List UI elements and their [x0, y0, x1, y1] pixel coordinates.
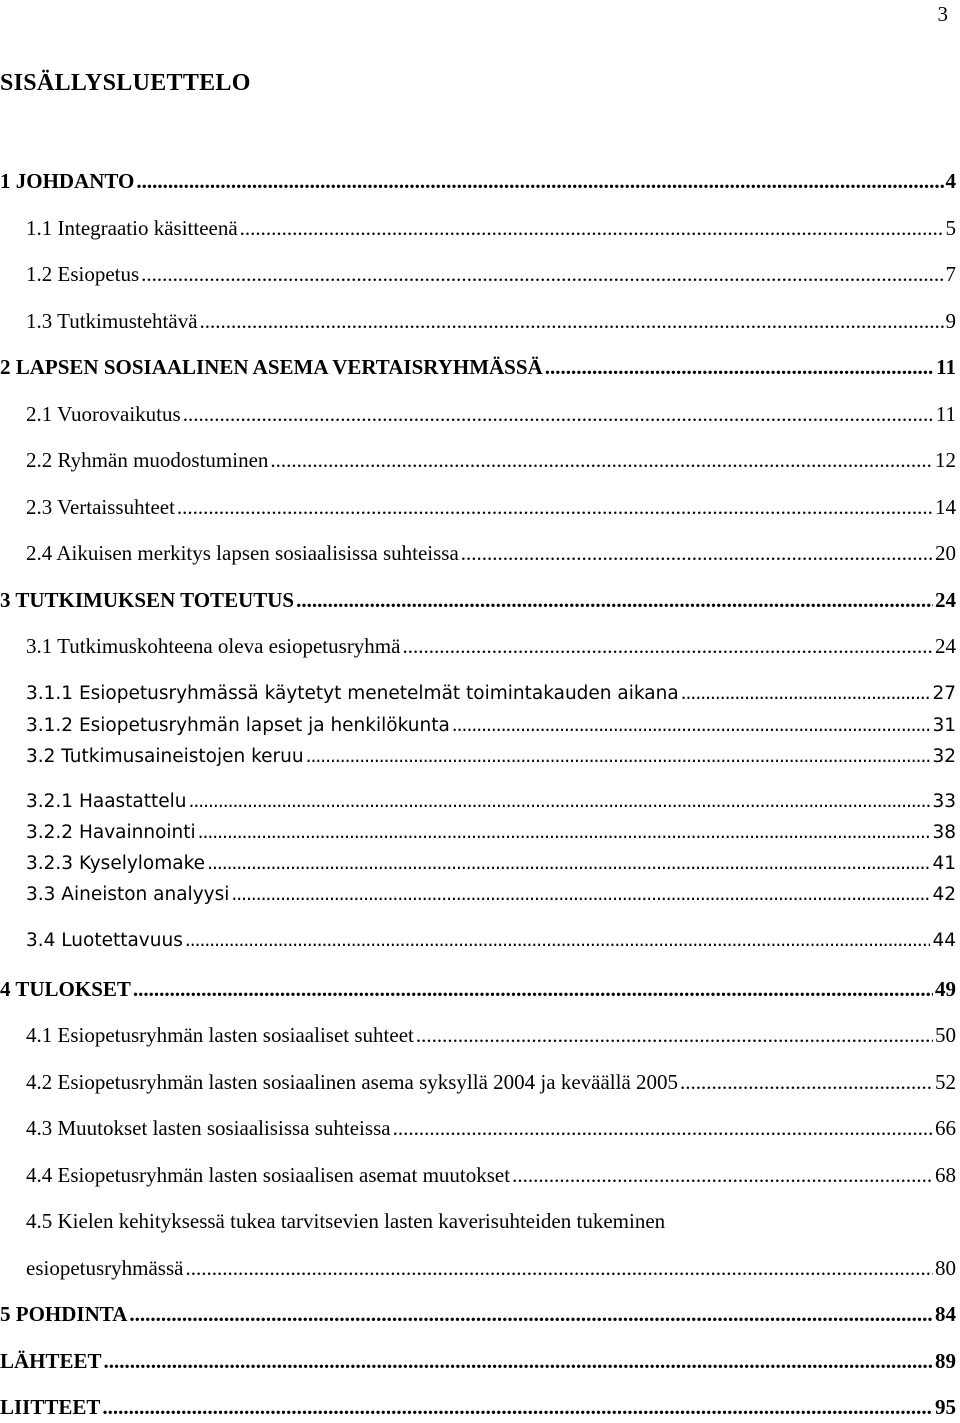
toc-entry-4-5[interactable]: [26, 1209, 956, 1234]
toc-entry-page: 11: [935, 402, 956, 426]
toc-entry-label: 3.2.2 Havainnointi: [26, 822, 196, 843]
toc-entry-page: 33: [932, 791, 956, 812]
toc-entry-1-2[interactable]: [26, 262, 956, 287]
toc-entry-label: 3.1.2 Esiopetusryhmän lapset ja henkilökunta: [26, 715, 450, 736]
toc-entry-2-3[interactable]: [26, 495, 956, 520]
dot-leader: [416, 1023, 933, 1048]
toc-entry-4-1[interactable]: [26, 1023, 956, 1048]
toc-entry-3-3[interactable]: [26, 884, 956, 905]
toc-entry-4-2[interactable]: [26, 1070, 956, 1095]
toc-entry-label: 4.4 Esiopetusryhmän lasten sosiaalisen asemat muutokset: [26, 1163, 511, 1187]
toc-entry-johdanto[interactable]: [0, 169, 956, 194]
toc-entry-tutkimuksen-toteutus[interactable]: [0, 588, 956, 613]
toc-entry-label: 2.3 Vertaissuhteet: [26, 495, 175, 519]
toc-entry-page: 84: [935, 1302, 956, 1326]
dot-leader: [231, 884, 930, 905]
toc-entry-label: 2 LAPSEN SOSIAALINEN ASEMA VERTAISRYHMÄSSÄ: [0, 355, 543, 379]
toc-entry-3-1-2[interactable]: [26, 715, 956, 736]
dot-leader: [185, 930, 931, 951]
toc-entry-page: 89: [935, 1349, 956, 1373]
toc-entry-label: 3.1 Tutkimuskohteena oleva esiopetusryhmä: [26, 634, 401, 658]
toc-entry-label: LIITTEET: [0, 1395, 101, 1419]
dot-leader: [512, 1163, 933, 1188]
dot-leader: [185, 1256, 933, 1281]
page-title: SISÄLLYSLUETTELO: [0, 70, 251, 96]
toc-entry-page: 38: [932, 822, 956, 843]
toc-entry-label: 4.1 Esiopetusryhmän lasten sosiaaliset suhteet: [26, 1023, 414, 1047]
toc-entry-4-3[interactable]: [26, 1116, 956, 1141]
toc-entry-3-1-1[interactable]: [26, 683, 956, 704]
toc-entry-label: 3.2.1 Haastattelu: [26, 791, 187, 812]
toc-entry-page: 31: [932, 715, 956, 736]
toc-entry-label: 3.2.3 Kyselylomake: [26, 853, 206, 874]
toc-entry-liitteet[interactable]: [0, 1395, 956, 1420]
toc-entry-3-2-3[interactable]: [26, 853, 956, 874]
dot-leader: [240, 216, 944, 241]
dot-leader: [200, 309, 944, 334]
toc-entry-label: 5 POHDINTA: [0, 1302, 128, 1326]
toc-entry-1-1[interactable]: [26, 216, 956, 241]
toc-entry-label: 3.1.1 Esiopetusryhmässä käytetyt menetelmät toimintakauden aikana: [26, 683, 679, 704]
toc-entry-page: 52: [935, 1070, 956, 1094]
toc-entry-lapsen-sosiaalinen-asema[interactable]: [0, 355, 956, 380]
toc-entry-pohdinta[interactable]: [0, 1302, 956, 1327]
toc-entry-3-2[interactable]: [26, 746, 956, 767]
dot-leader: [545, 355, 934, 380]
toc-entry-page: 14: [935, 495, 956, 519]
toc-entry-page: 41: [932, 853, 956, 874]
toc-entry-label: 2.1 Vuorovaikutus: [26, 402, 181, 426]
dot-leader: [452, 715, 931, 736]
toc-entry-label: 1.1 Integraatio käsitteenä: [26, 216, 238, 240]
toc-entry-page: 42: [932, 884, 956, 905]
dot-leader: [461, 541, 933, 566]
dot-leader: [129, 1302, 933, 1327]
toc-entry-label: 4.3 Muutokset lasten sosiaalisissa suhteissa: [26, 1116, 391, 1140]
dot-leader: [680, 1070, 933, 1095]
toc-entry-label: 3.4 Luotettavuus: [26, 930, 183, 951]
toc-entry-3-1[interactable]: [26, 634, 956, 659]
dot-leader: [296, 588, 933, 613]
toc-entry-label: esiopetusryhmässä: [26, 1256, 184, 1280]
toc-entry-3-2-2[interactable]: [26, 822, 956, 843]
toc-entry-2-2[interactable]: [26, 448, 956, 473]
toc-entry-3-2-1[interactable]: [26, 791, 956, 812]
toc-entry-label: 1.2 Esiopetus: [26, 262, 140, 286]
dot-leader: [681, 683, 931, 704]
toc-entry-page: 12: [935, 448, 956, 472]
dot-leader: [102, 1395, 933, 1420]
dot-leader: [270, 448, 933, 473]
toc-entry-label: 4.5 Kielen kehityksessä tukea tarvitsevien lasten kaverisuhteiden tukeminen: [26, 1209, 666, 1233]
toc-entry-3-4[interactable]: [26, 930, 956, 951]
toc-entry-4-4[interactable]: [26, 1163, 956, 1188]
dot-leader: [104, 1349, 933, 1374]
toc-entry-page: 80: [935, 1256, 956, 1280]
toc-entry-page: 24: [935, 588, 956, 612]
toc-entry-label: 3 TUTKIMUKSEN TOTEUTUS: [0, 588, 295, 612]
toc-entry-label: 2.4 Aikuisen merkitys lapsen sosiaalisissa suhteissa: [26, 541, 459, 565]
dot-leader: [133, 977, 933, 1002]
toc-entry-page: 27: [932, 683, 956, 704]
dot-leader: [306, 746, 931, 767]
dot-leader: [183, 402, 934, 427]
toc-entry-2-1[interactable]: [26, 402, 956, 427]
toc-entry-page: 11: [936, 355, 956, 379]
dot-leader: [141, 262, 943, 287]
toc-entry-label: 3.3 Aineiston analyysi: [26, 884, 230, 905]
toc-entry-2-4[interactable]: [26, 541, 956, 566]
dot-leader: [402, 634, 933, 659]
toc-entry-1-3[interactable]: [26, 309, 956, 334]
dot-leader: [136, 169, 943, 194]
toc-entry-label: 1.3 Tutkimustehtävä: [26, 309, 198, 333]
dot-leader: [198, 822, 931, 843]
toc-entry-page: 9: [945, 309, 956, 333]
toc-entry-page: 50: [935, 1023, 956, 1047]
dot-leader: [189, 791, 931, 812]
toc-entry-page: 66: [935, 1116, 956, 1140]
toc-entry-page: 32: [932, 746, 956, 767]
dot-leader: [207, 853, 930, 874]
toc-entry-label: 1 JOHDANTO: [0, 169, 135, 193]
toc-entry-page: 4: [945, 169, 956, 193]
toc-entry-page: 49: [935, 977, 956, 1001]
toc-entry-page: 24: [935, 634, 956, 658]
toc-entry-page: 95: [935, 1395, 956, 1419]
toc-entry-page: 68: [935, 1163, 956, 1187]
toc-entry-label: 4 TULOKSET: [0, 977, 131, 1001]
toc-entry-page: 20: [935, 541, 956, 565]
toc-entry-label: 4.2 Esiopetusryhmän lasten sosiaalinen asema syksyllä 2004 ja keväällä 2005: [26, 1070, 679, 1094]
toc-entry-page: 7: [945, 262, 956, 286]
toc-entry-4-5-continued[interactable]: [26, 1256, 956, 1281]
dot-leader: [393, 1116, 933, 1141]
page-number: 3: [937, 2, 948, 26]
toc-entry-page: 5: [945, 216, 956, 240]
toc-entry-tulokset[interactable]: [0, 977, 956, 1002]
toc-entry-page: 44: [932, 930, 956, 951]
toc-entry-lahteet[interactable]: [0, 1349, 956, 1374]
toc-entry-label: 2.2 Ryhmän muodostuminen: [26, 448, 269, 472]
toc-entry-label: 3.2 Tutkimusaineistojen keruu: [26, 746, 304, 767]
toc-entry-label: LÄHTEET: [0, 1349, 102, 1373]
dot-leader: [177, 495, 933, 520]
